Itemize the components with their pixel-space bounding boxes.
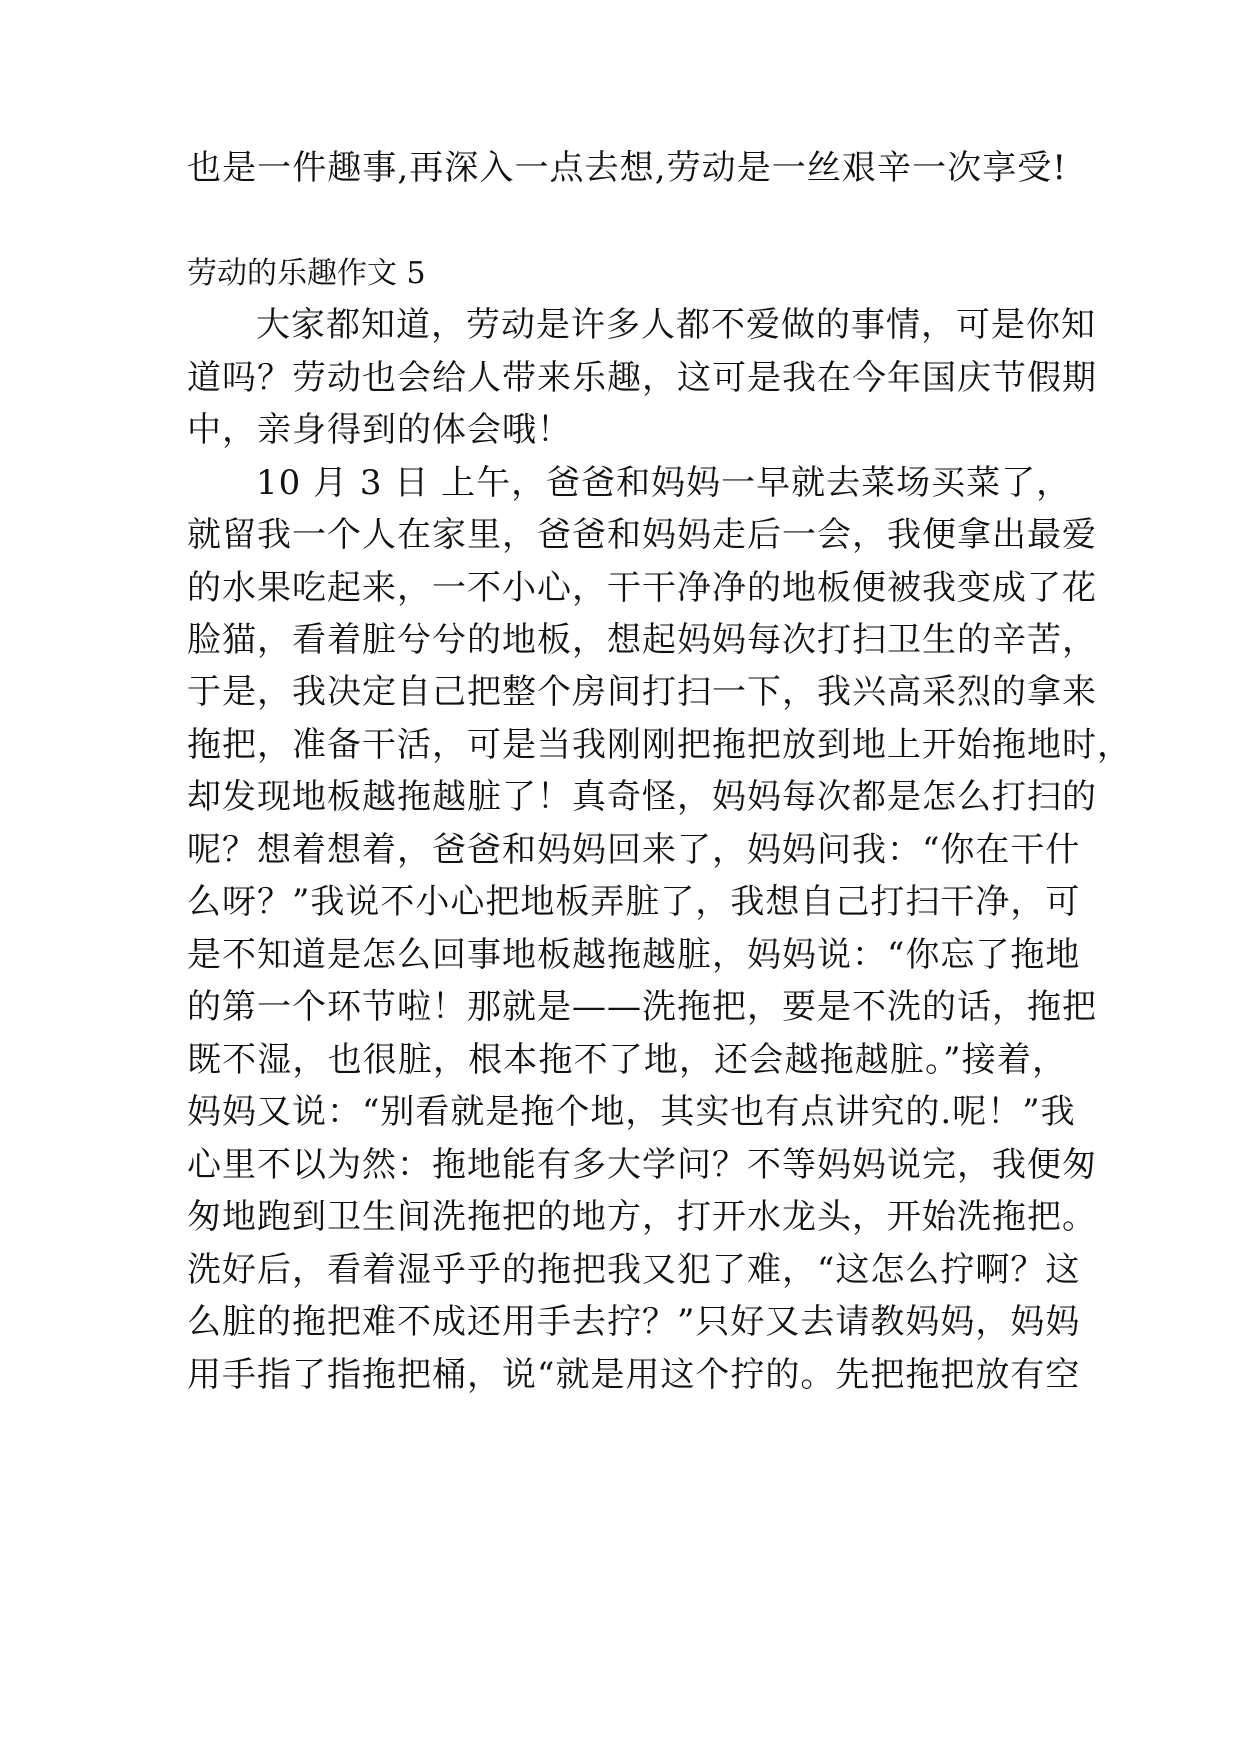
paragraph-line: 的水果吃起来，一不小心，干干净净的地板便被我变成了花	[187, 568, 1097, 608]
paragraph-line: 10 月 3 日 上午，爸爸和妈妈一早就去菜场买菜了，	[256, 463, 1072, 503]
paragraph-line: 却发现地板越拖越脏了！真奇怪，妈妈每次都是怎么打扫的	[187, 777, 1097, 817]
paragraph-line: 中，亲身得到的体会哦！	[187, 410, 572, 450]
paragraph-line: 用手指了指拖把桶，说“就是用这个拧的。先把拖把放有空	[187, 1355, 1081, 1395]
essay-heading: 劳动的乐趣作文 5	[187, 256, 426, 291]
paragraph-line: 心里不以为然：拖地能有多大学问？不等妈妈说完，我便匆	[187, 1145, 1097, 1185]
paragraph-line: 是不知道是怎么回事地板越拖越脏，妈妈说：“你忘了拖地	[187, 935, 1081, 975]
paragraph-line: 妈妈又说：“别看就是拖个地，其实也有点讲究的.呢！”我	[187, 1092, 1076, 1132]
paragraph-line: 既不湿，也很脏，根本拖不了地，还会越拖越脏。”接着，	[187, 1040, 1067, 1080]
paragraph-line: 于是，我决定自己把整个房间打扫一下，我兴高采烈的拿来	[187, 672, 1097, 712]
paragraph-line: 洗好后，看着湿乎乎的拖把我又犯了难，“这怎么拧啊？这	[187, 1250, 1081, 1290]
opening-line: 也是一件趣事,再深入一点去想,劳动是一丝艰辛一次享受!	[187, 148, 1067, 188]
paragraph-line: 匆地跑到卫生间洗拖把的地方，打开水龙头，开始洗拖把。	[187, 1197, 1097, 1237]
paragraph-line: 的第一个环节啦！那就是——洗拖把，要是不洗的话，拖把	[187, 987, 1097, 1027]
paragraph-line: 拖把，准备干活，可是当我刚刚把拖把放到地上开始拖地时，	[187, 725, 1132, 765]
paragraph-line: 么呀？”我说不小心把地板弄脏了，我想自己打扫干净，可	[187, 882, 1081, 922]
paragraph-line: 道吗？劳动也会给人带来乐趣，这可是我在今年国庆节假期	[187, 358, 1097, 398]
paragraph-line: 么脏的拖把难不成还用手去拧？”只好又去请教妈妈，妈妈	[187, 1302, 1081, 1342]
paragraph-line: 呢？想着想着，爸爸和妈妈回来了，妈妈问我：“你在干什	[187, 830, 1081, 870]
paragraph-line: 就留我一个人在家里，爸爸和妈妈走后一会，我便拿出最爱	[187, 515, 1097, 555]
paragraph-line: 脸猫，看着脏兮兮的地板，想起妈妈每次打扫卫生的辛苦，	[187, 620, 1097, 660]
paragraph-line: 大家都知道，劳动是许多人都不爱做的事情，可是你知	[256, 305, 1096, 345]
